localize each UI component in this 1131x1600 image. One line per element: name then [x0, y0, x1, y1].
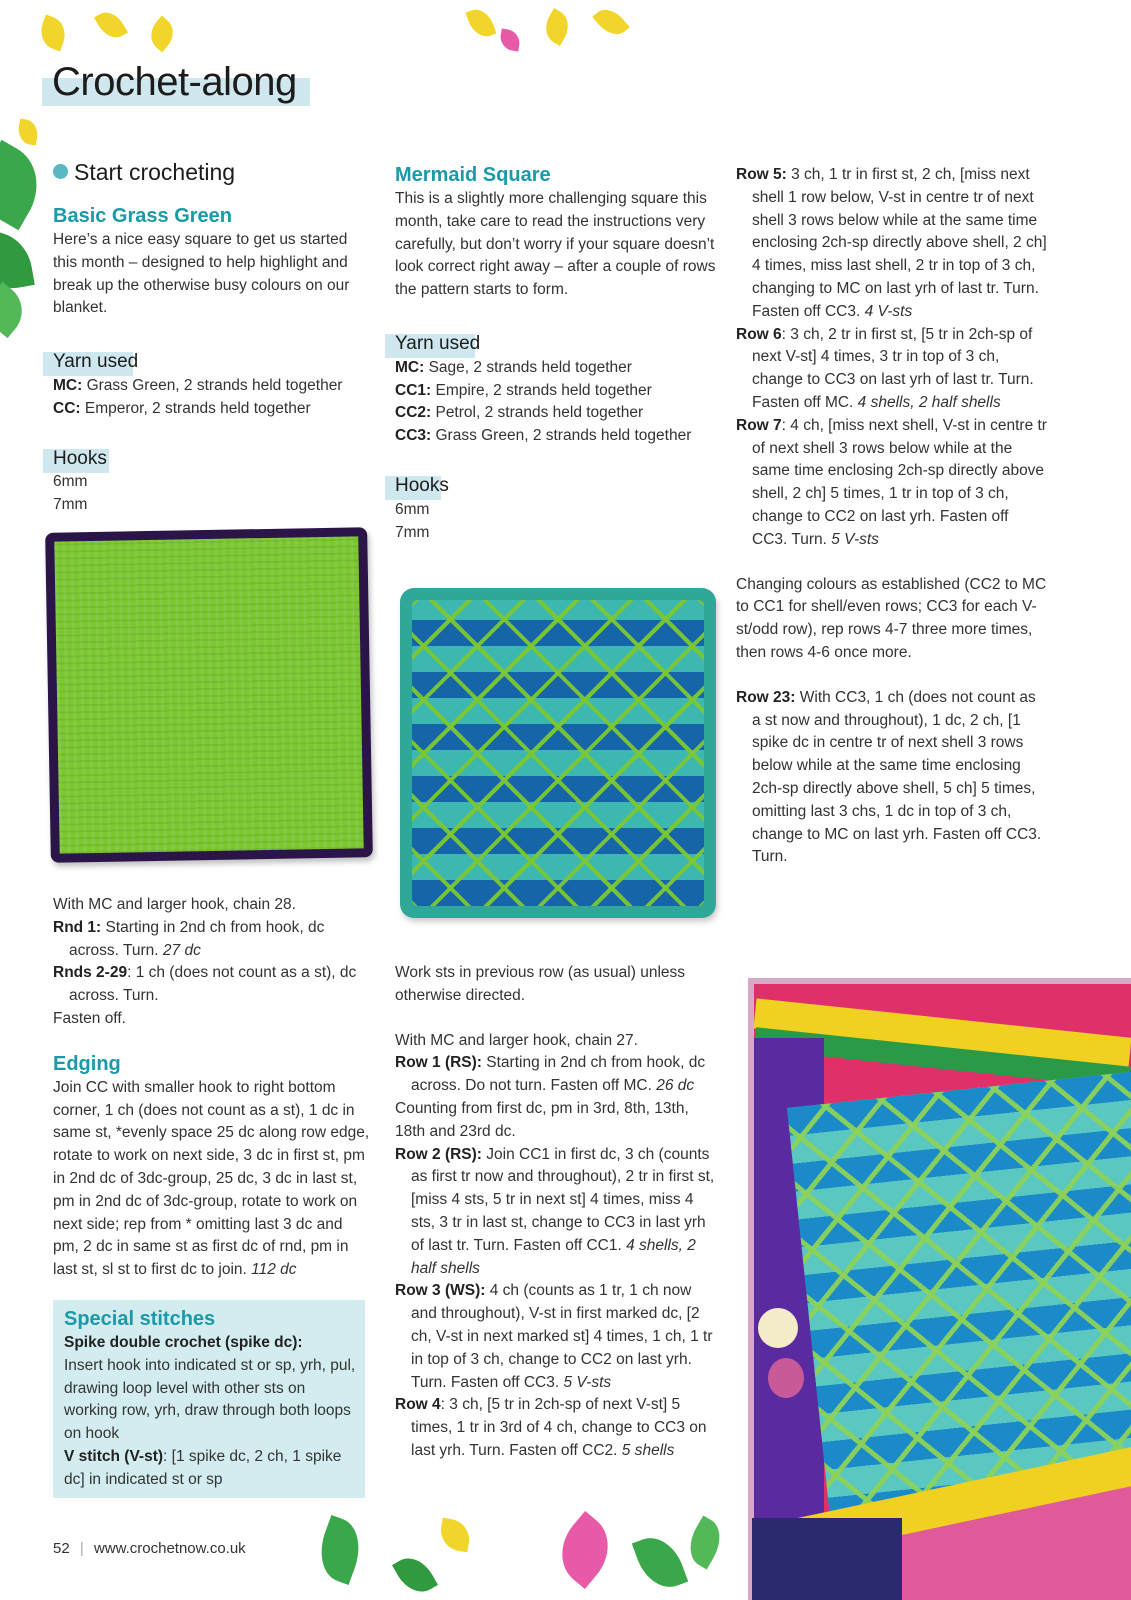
yarn-heading: Yarn used: [53, 350, 138, 374]
start-line: With MC and larger hook, chain 27.: [395, 1031, 638, 1049]
footer-url[interactable]: www.crochetnow.co.uk: [93, 1540, 246, 1557]
fasten-off: Fasten off.: [53, 1009, 126, 1027]
yarn-heading: Yarn used: [395, 332, 480, 356]
changing-colours-text: Changing colours as established (CC2 to MC to CC1 for shell/even rows; CC3 for each V-st/odd row), rep rows 4-7 three more times, then rows 4-6 once more.: [736, 575, 1047, 661]
yarn-item: CC: Emperor, 2 strands held together: [53, 399, 311, 417]
pattern-row: Row 1 (RS): Starting in 2nd ch from hook, dc across. Do not turn. Fasten off MC. 26 dc: [395, 1054, 706, 1095]
leaf-decoration: [311, 1515, 369, 1585]
leaf-decoration: [392, 1550, 438, 1600]
flower-decoration: [768, 1358, 804, 1398]
yarn-item: CC1: Empire, 2 strands held together: [395, 381, 652, 399]
pattern-row: Rnd 1: Starting in 2nd ch from hook, dc across. Turn. 27 dc: [53, 918, 325, 959]
square-title: Mermaid Square: [395, 164, 551, 186]
section-heading: Start crocheting: [74, 159, 236, 185]
note-text: Work sts in previous row (as usual) unless otherwise directed.: [395, 964, 686, 1004]
yarn-ball-icon: [53, 164, 68, 179]
blanket-photo: [748, 978, 1131, 1600]
edging-text: Join CC with smaller hook to right bottom corner, 1 ch (does not count as a st), 1 dc in same st, *evenly space 25 dc along row edge, rotate to work on next side, 3 dc in first st, pm in 2nd dc of 3dc-group, 25 dc, 3 dc in last st, pm in 2nd dc of 3dc-group, rotate to work on next side; rep from * omitting last 3 dc and pm, 2 dc in same st as first dc of rnd, pm in last st, sl st to first dc to join. 112 dc: [53, 1078, 370, 1279]
leaf-decoration: [592, 3, 629, 42]
leaf-decoration: [632, 1530, 688, 1595]
leaf-decoration: [0, 140, 53, 231]
pattern-row: Row 3 (WS): 4 ch (counts as 1 tr, 1 ch now and throughout), V-st in first marked dc, [2 ch, V-st in next marked st] 4 times, 1 ch, 1 tr in top of 3 ch, change to CC2 on last yrh. Turn. Fasten off CC3. 5 V-sts: [395, 1282, 713, 1391]
yarn-item: MC: Sage, 2 strands held together: [395, 358, 632, 376]
square-title: Basic Grass Green: [53, 205, 232, 227]
leaf-decoration: [0, 282, 33, 338]
leaf-decoration: [438, 1518, 473, 1553]
pattern-row: Row 4: 3 ch, [5 tr in 2ch-sp of next V-st] 5 times, 1 tr in 3rd of 4 ch, change to CC3 on last yrh. Turn. Fasten off CC2. 5 shells: [395, 1396, 707, 1459]
special-heading: Special stitches: [64, 1308, 216, 1330]
vst-definition: V stitch (V-st): [1 spike dc, 2 ch, 1 spike dc] in indicated st or sp: [64, 1447, 342, 1488]
grass-green-square-photo: [45, 527, 373, 863]
leaf-decoration: [681, 1516, 729, 1570]
leaf-decoration: [539, 8, 575, 46]
hook-size: 6mm: [53, 473, 88, 491]
pattern-row: Row 23: With CC3, 1 ch (does not count as a st now and throughout), 1 dc, 2 ch, [1 spike dc in centre tr of next shell 3 rows below while at the same time enclosing 2ch-sp directly above shell, 5 ch] 5 times, omitting last 3 chs, 1 dc in top of 3 ch, change to MC on last yrh. Fasten off CC3. Turn.: [736, 688, 1042, 866]
mermaid-square-photo: [400, 588, 716, 918]
hook-size: 7mm: [395, 523, 430, 541]
flower-decoration: [758, 1308, 798, 1348]
leaf-decoration: [144, 16, 180, 53]
column-1: [53, 157, 368, 517]
spike-text: Insert hook into indicated st or sp, yrh, pul, drawing loop level with other sts on working row, yrh, draw through both loops on hook: [64, 1356, 356, 1443]
pattern-row: Row 7: 4 ch, [miss next shell, V-st in centre tr of next shell 3 rows below while at the same time enclosing 2ch-sp directly above shell, 2 ch] 5 times, 1 tr in top of 3 ch, change to CC2 on last yrh. Fasten off CC3. Turn. 5 V-sts: [736, 416, 1047, 548]
hooks-heading: Hooks: [53, 447, 107, 471]
leaf-decoration: [466, 5, 497, 41]
leaf-decoration: [94, 7, 128, 44]
start-line: With MC and larger hook, chain 28.: [53, 896, 296, 913]
spike-label: Spike double crochet (spike dc):: [64, 1334, 303, 1351]
pattern-row: Rnds 2-29: 1 ch (does not count as a st), dc across. Turn.: [53, 964, 357, 1005]
counting-text: Counting from first dc, pm in 3rd, 8th, 13th, 18th and 23rd dc.: [395, 1099, 689, 1140]
hook-size: 7mm: [53, 496, 88, 514]
yarn-item: MC: Grass Green, 2 strands held together: [53, 376, 343, 394]
intro-text: Here’s a nice easy square to get us started this month – designed to help highlight and break up the otherwise busy colours on our blanket.: [53, 231, 350, 317]
footer: [53, 1538, 246, 1561]
column-1-pattern: [53, 894, 371, 1282]
column-2: [395, 162, 720, 544]
yarn-item: CC3: Grass Green, 2 strands held together: [395, 427, 692, 445]
leaf-decoration: [16, 118, 40, 145]
hooks-heading: Hooks: [395, 474, 449, 498]
special-stitches-box: [53, 1300, 365, 1498]
leaf-decoration: [547, 1511, 624, 1589]
intro-text: This is a slightly more challenging square this month, take care to read the instructions very carefully, but don’t worry if your square doesn’t look correct right away – after a couple of rows the pattern starts to form.: [395, 190, 716, 299]
pattern-row: Row 2 (RS): Join CC1 in first dc, 3 ch (counts as first tr now and throughout), 2 tr in first st, [miss 4 sts, 5 tr in next st] 4 times, miss 4 sts, 3 tr in last st, change to CC3 in last yrh of last tr. Turn. Fasten off CC1. 4 shells, 2 half shells: [395, 1145, 715, 1277]
pattern-row: Row 6: 3 ch, 2 tr in first st, [5 tr in 2ch-sp of next V-st] 4 times, 3 tr in top of 3 ch, change to CC3 on last yrh of last tr. Turn. Fasten off MC. 4 shells, 2 half shells: [736, 325, 1034, 411]
edging-heading: Edging: [53, 1052, 121, 1075]
page-title: Crochet-along: [52, 60, 297, 104]
yarn-item: CC2: Petrol, 2 strands held together: [395, 404, 644, 422]
hook-size: 6mm: [395, 500, 430, 518]
page-number: 52: [53, 1540, 70, 1557]
leaf-decoration: [36, 14, 71, 51]
column-2-pattern: [395, 962, 720, 1463]
leaf-decoration: [498, 28, 521, 51]
pattern-row: Row 5: 3 ch, 1 tr in first st, 2 ch, [miss next shell 1 row below, V-st in centre tr of next shell 3 rows below while at the same time enclosing 2ch-sp directly above shell, 2 ch] 4 times, miss last shell, 2 tr in top of 3 ch, changing to MC on last yrh of last tr. Turn. Fasten off CC3. 4 V-sts: [736, 166, 1047, 320]
column-3: [736, 164, 1048, 869]
footer-separator: |: [79, 1540, 84, 1557]
